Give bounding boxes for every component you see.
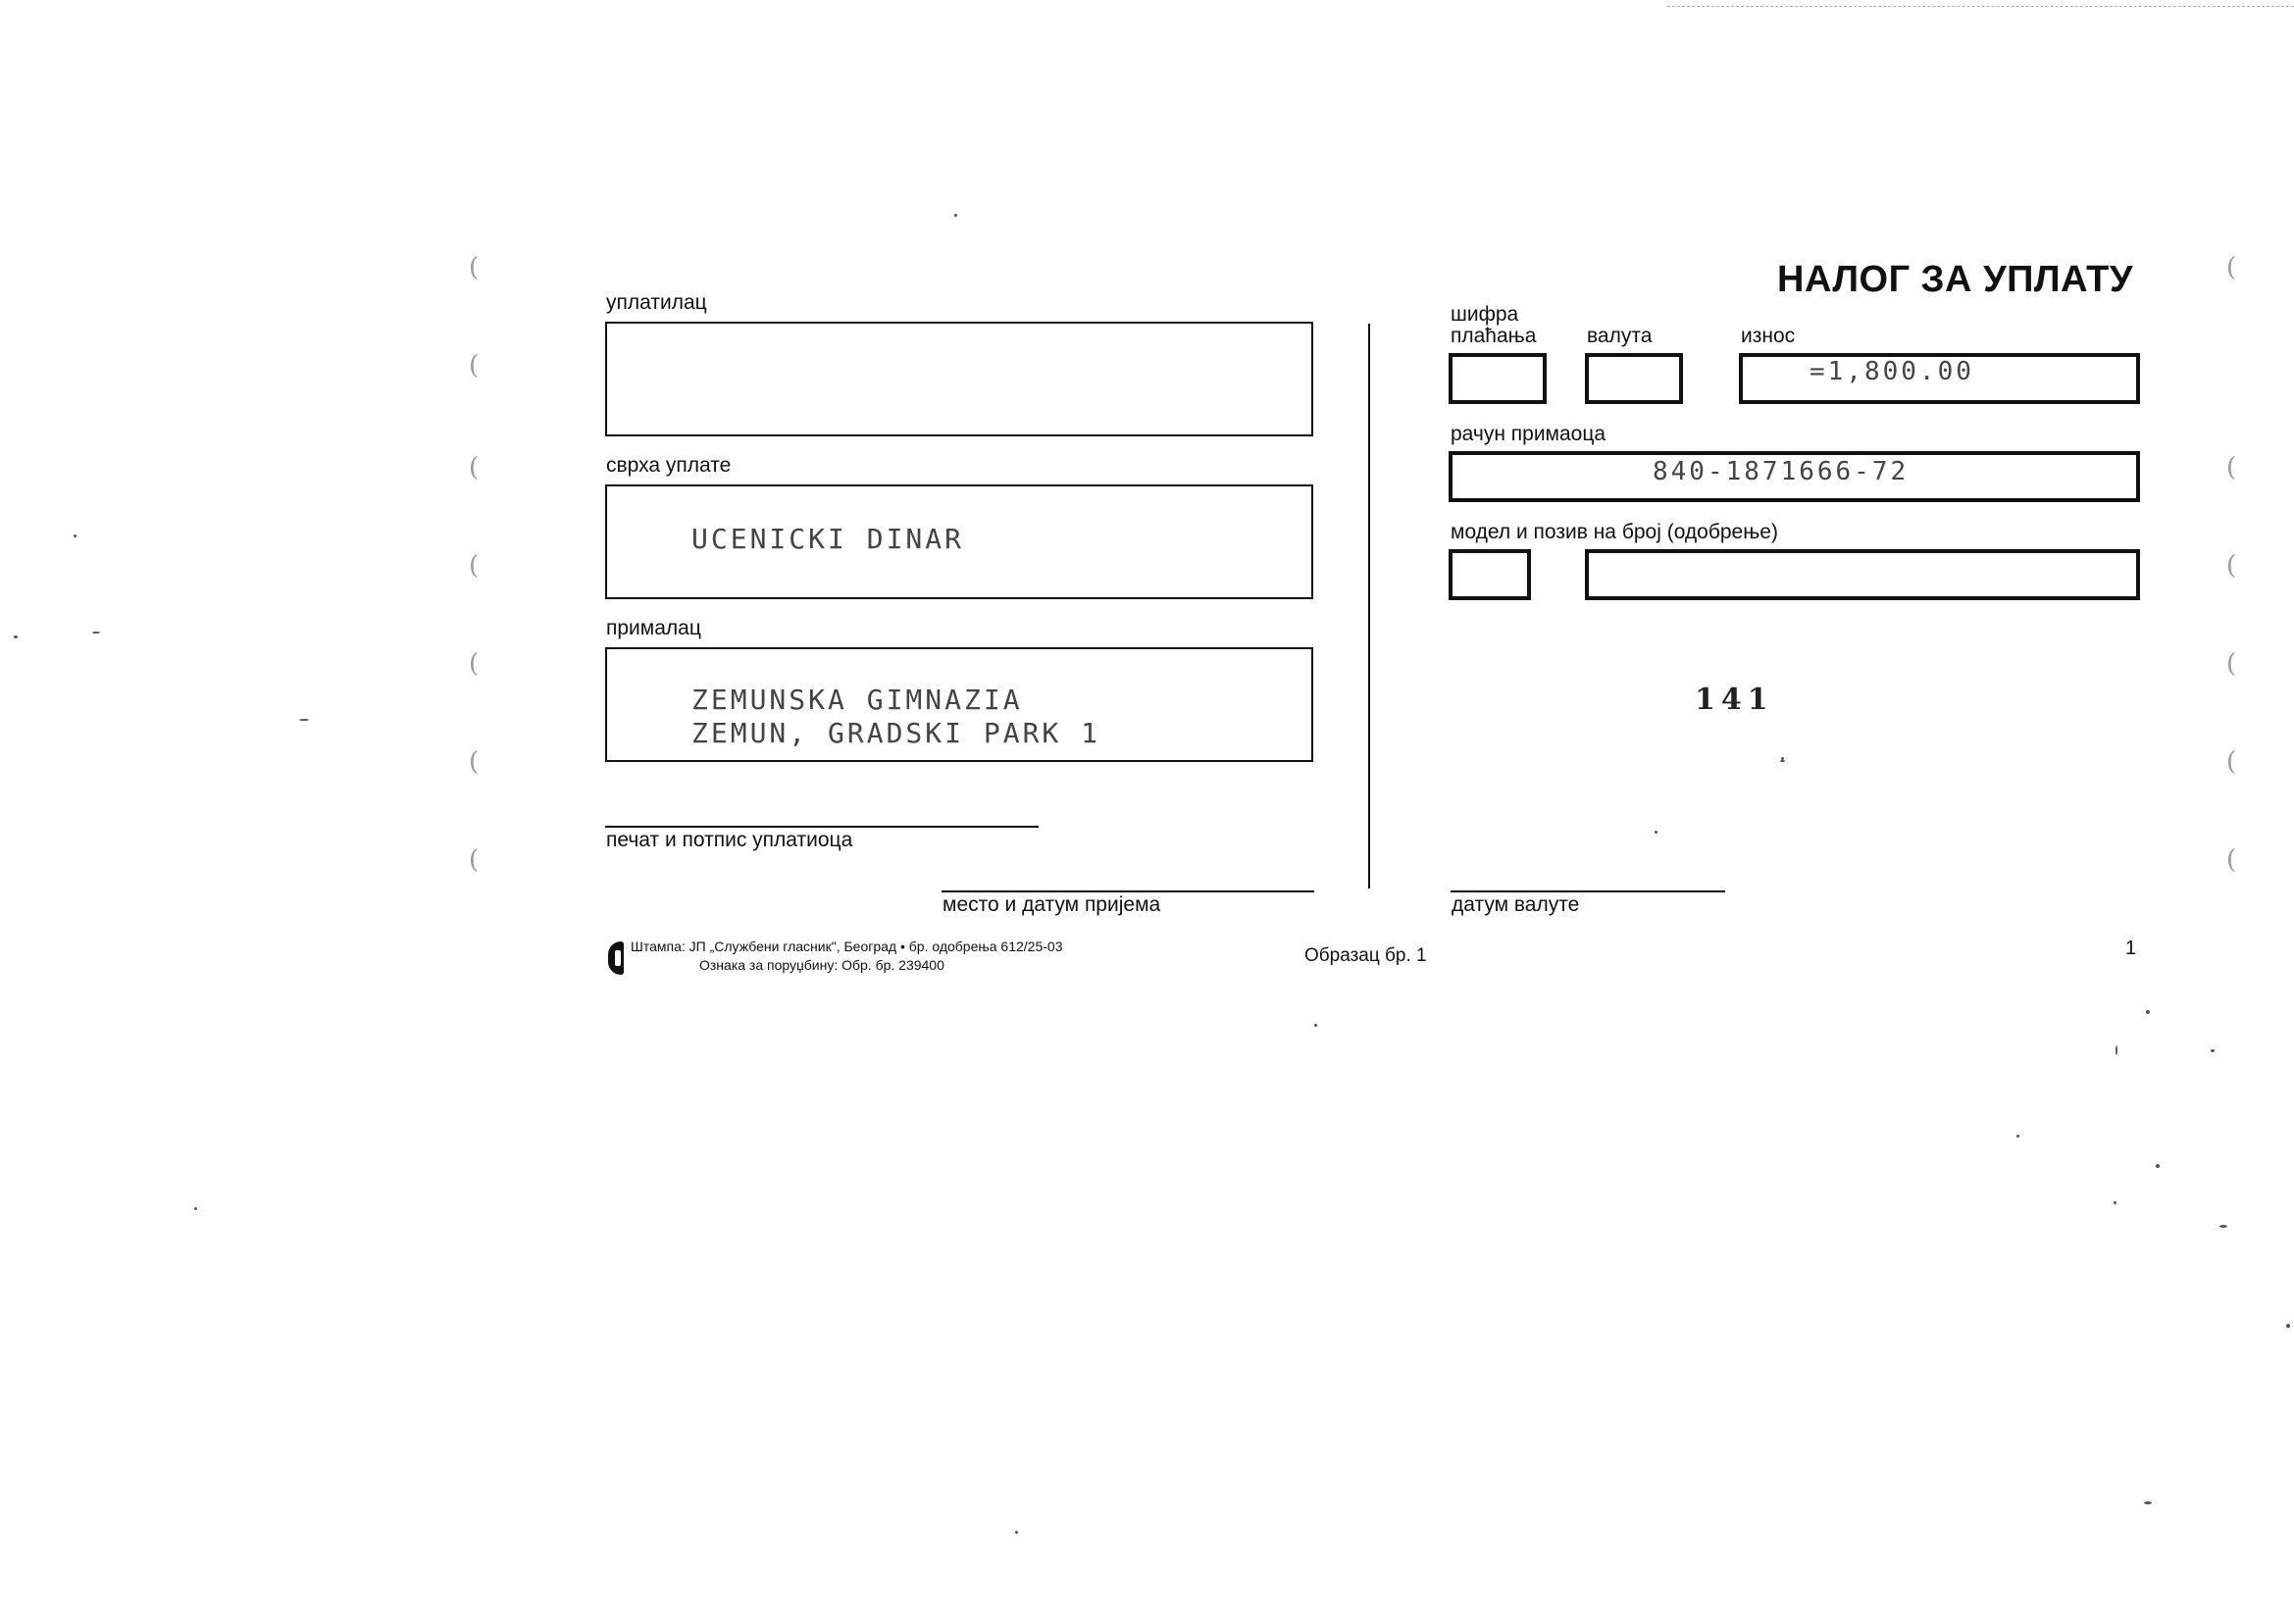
recipient-line-1: ZEMUNSKA GIMNAZIA — [691, 684, 1023, 716]
stamp-number: 141 — [1695, 683, 1774, 717]
amount-field[interactable] — [1739, 353, 2140, 404]
currency-field[interactable] — [1585, 353, 1683, 404]
form-title: НАЛОГ ЗА УПЛАТУ — [1777, 259, 2133, 300]
purpose-value: UCENICKI DINAR — [691, 523, 965, 555]
payer-label: уплатилац — [606, 291, 707, 314]
recipient-account-field[interactable] — [1449, 451, 2140, 502]
place-date-line — [942, 890, 1314, 892]
recipient-label: прималац — [606, 617, 701, 639]
signature-line — [605, 826, 1039, 828]
payment-code-field[interactable] — [1449, 353, 1547, 404]
recipient-field[interactable] — [605, 647, 1313, 762]
reference-number-field[interactable] — [1585, 549, 2140, 600]
reference-label: модел и позив на број (одобрење) — [1451, 521, 1778, 543]
payment-code-label-1: шифра — [1451, 303, 1519, 326]
payment-code-label-2: плаћања — [1451, 325, 1537, 347]
value-date-line — [1451, 890, 1725, 892]
payer-field[interactable] — [605, 322, 1313, 436]
recipient-account-label: рачун примаоца — [1451, 423, 1606, 445]
purpose-field[interactable] — [605, 484, 1313, 599]
printer-info-line-2: Ознака за поруџбину: Обр. бр. 239400 — [699, 957, 944, 973]
purpose-label: сврха уплате — [606, 454, 732, 477]
amount-label: износ — [1741, 325, 1796, 347]
signature-label: печат и потпис уплатиоца — [606, 829, 853, 851]
recipient-account-value: 840-1871666-72 — [1653, 457, 1910, 486]
printer-logo — [608, 941, 624, 975]
amount-value: =1,800.00 — [1810, 357, 1974, 386]
section-divider — [1368, 324, 1370, 888]
printer-info-line-1: Штампа: ЈП „Службени гласник", Београд • бр. одобрења 612/25-03 — [631, 939, 1063, 954]
form-number: Образац бр. 1 — [1304, 945, 1427, 966]
value-date-label: датум валуте — [1452, 893, 1580, 916]
page-number: 1 — [2125, 938, 2137, 959]
currency-label: валута — [1587, 325, 1653, 347]
recipient-line-2: ZEMUN, GRADSKI PARK 1 — [691, 717, 1101, 749]
reference-model-field[interactable] — [1449, 549, 1531, 600]
place-date-label: место и датум пријема — [943, 893, 1161, 916]
